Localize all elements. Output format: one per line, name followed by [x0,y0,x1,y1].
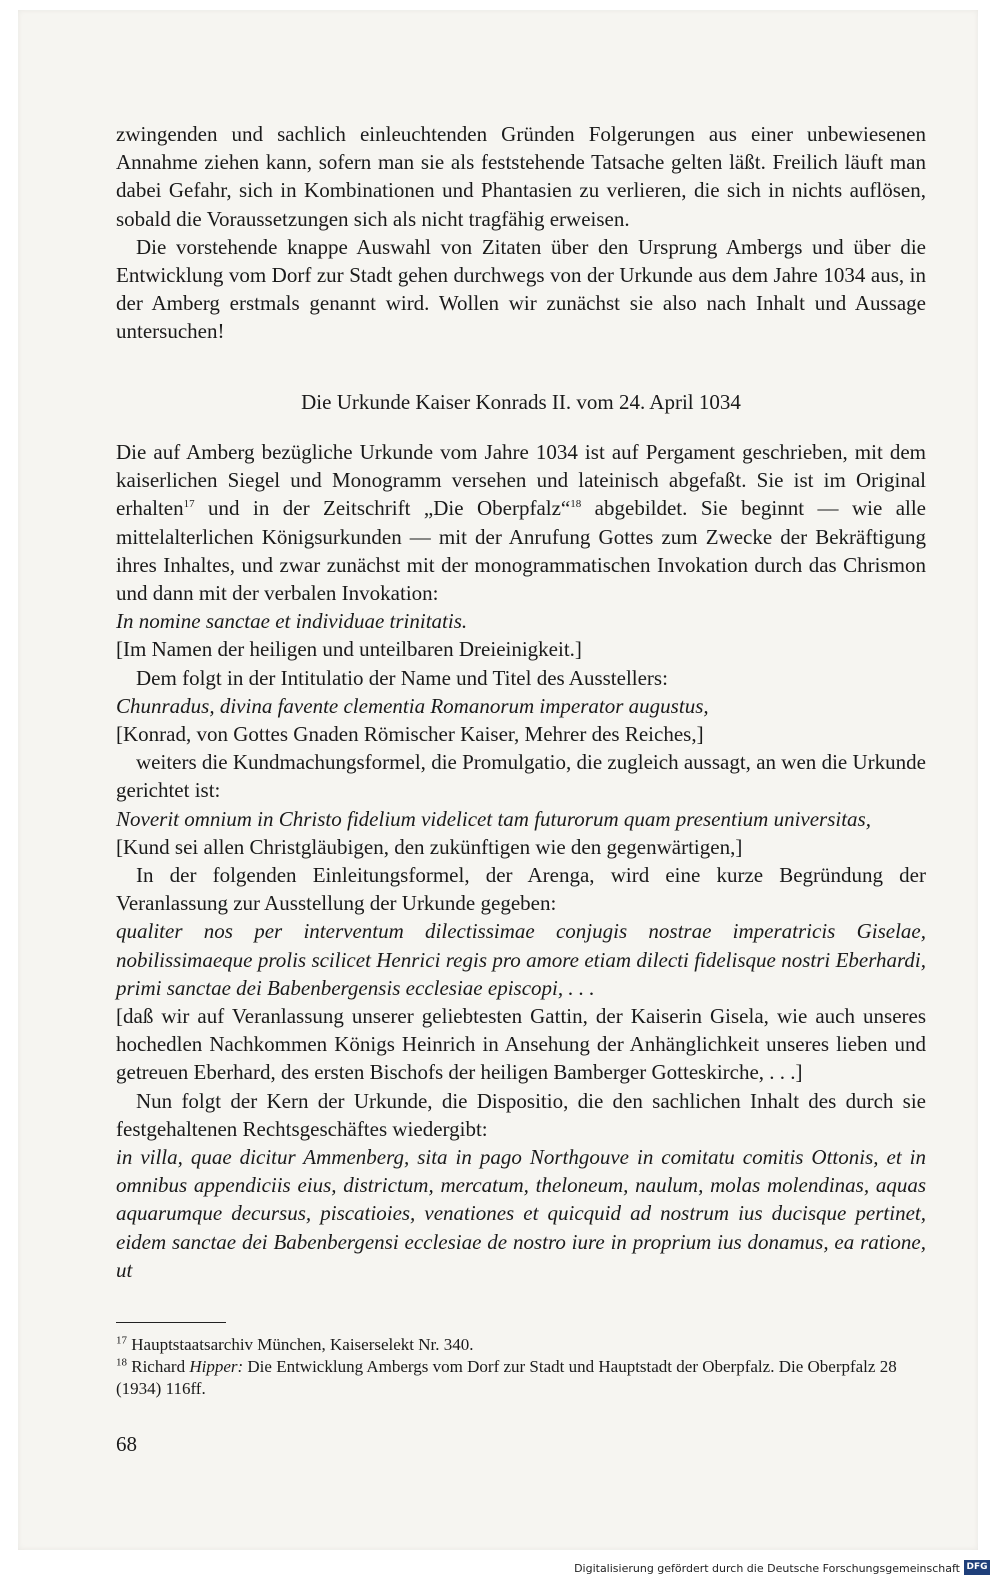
paragraph: In der folgenden Einleitungsformel, der Arenga, wird eine kurze Begründung der Veranlassung zur Ausstellung der Urkunde gegeben: [116,863,926,916]
paragraph-text: abgebildet. Sie beginnt — wie alle mittelalterlichen Königsurkunden — mit der Anrufung Gottes zum Zwecke der Bekräftigung ihres Inhaltes, und zwar zunächst mit der monogrammatischen Invokation durch das Chrismon und dann mit der verbalen Invokation: [116,496,927,606]
dfg-logo: DFG [964,1560,990,1575]
paragraph: zwingenden und sachlich einleuchtenden Gründen Folgerungen aus einer unbewiesenen Annahme ziehen kann, sofern man sie als feststehende Tatsache gelten läßt. Freilich läuft man dabei Gefahr, sich in Kombinationen und Phantasien zu verlieren, die sich in nichts auflösen, sobald die Voraussetzungen sich als nicht tragfähig erweisen. [116,122,926,231]
footnote-number: 17 [116,1334,127,1347]
footnote-18 [116,1356,926,1400]
german-translation: [Im Namen der heiligen und unteilbaren Dreieinigkeit.] [116,637,582,662]
footnote-divider [116,1322,226,1323]
latin-quote: Chunradus, divina favente clementia Romanorum imperator augustus, [116,693,709,718]
paragraph: Nun folgt der Kern der Urkunde, die Dispositio, die den sachlichen Inhalt des durch sie festgehaltenen Rechtsgeschäftes wiedergibt: [116,1088,926,1141]
footnote-ref: 17 [183,498,195,511]
footnote-number: 18 [116,1356,127,1369]
german-translation: [Kund sei allen Christgläubigen, den zukünftigen wie den gegenwärtigen,] [116,834,743,859]
footnote-author-last: Hipper: [189,1357,244,1376]
german-translation: [Konrad, von Gottes Gnaden Römischer Kaiser, Mehrer des Reiches,] [116,722,704,747]
paragraph-text: und in der Zeitschrift „Die Oberpfalz“ [194,496,571,521]
footnote-author-first: Richard [131,1357,190,1376]
body-text-upper [116,120,926,346]
footnotes [116,1334,926,1400]
body-text-main [116,438,926,1284]
footnote-ref: 18 [570,498,582,511]
paragraph [116,438,926,607]
paragraph: Dem folgt in der Intitulatio der Name und Titel des Ausstellers: [136,665,668,690]
paragraph-text: Die auf Amberg bezügliche Urkunde vom Jahre 1034 ist auf Pergament geschrieben, mit dem kaiserlichen Siegel und Monogramm versehen und lateinisch abgefaßt. Sie ist im Original erhalten [116,440,926,521]
paragraph: weiters die Kundmachungsformel, die Promulgatio, die zugleich aussagt, an wen die Urkunde gerichtet ist: [116,750,926,803]
latin-quote: in villa, quae dicitur Ammenberg, sita in pago Northgouve in comitatu comitis Ottonis, et in omnibus appendiciis eius, districtum, mercatum, theloneum, naulum, molas molendinas, aquas aquarumque decursus, piscatioies, venationes et quicquid ad nostrum ius ducisque pertinet, eidem sanctae dei Babenbergensi ecclesiae de nostro iure in proprium ius donamus, ea ratione, ut [116,1145,926,1282]
footnote-text: Hauptstaatsarchiv München, Kaiserselekt Nr. 340. [131,1335,474,1354]
section-heading: Die Urkunde Kaiser Konrads II. vom 24. April 1034 [301,390,741,414]
latin-quote: qualiter nos per interventum dilectissimae conjugis nostrae imperatricis Giselae, nobilissimaeque prolis scilicet Henrici regis pro amore etiam dilecti fidelisque nostri Eberhardi, primi sanctae dei Babenbergensis ecclesiae episcopi, . . . [116,919,926,1000]
latin-quote: Noverit omnium in Christo fidelium videlicet tam futurorum quam presentium universitas, [116,806,871,831]
funding-note: Digitalisierung gefördert durch die Deutsche Forschungsgemeinschaft [574,1562,960,1575]
footnote-text: Die Entwicklung Ambergs vom Dorf zur Stadt und Hauptstadt der Oberpfalz. Die Oberpfalz 28 (1934) 116ff. [116,1357,897,1398]
paragraph: Die vorstehende knappe Auswahl von Zitaten über den Ursprung Ambergs und über die Entwicklung vom Dorf zur Stadt gehen durchwegs von der Urkunde aus dem Jahre 1034 aus, in der Amberg erstmals genannt wird. Wollen wir zunächst sie also nach Inhalt und Aussage untersuchen! [116,234,926,344]
page-number: 68 [116,1432,137,1456]
latin-quote: In nomine sanctae et individuae trinitatis. [116,609,468,634]
german-translation: [daß wir auf Veranlassung unserer geliebtesten Gattin, der Kaiserin Gisela, wie auch unseres hochedlen Nachkommen Königs Heinrich in Ansehung der Anhänglichkeit unseres lieben und getreuen Eberhard, des ersten Bischofs der heiligen Bamberger Gotteskirche, . . .] [116,1004,926,1085]
footnote-17 [116,1334,926,1356]
